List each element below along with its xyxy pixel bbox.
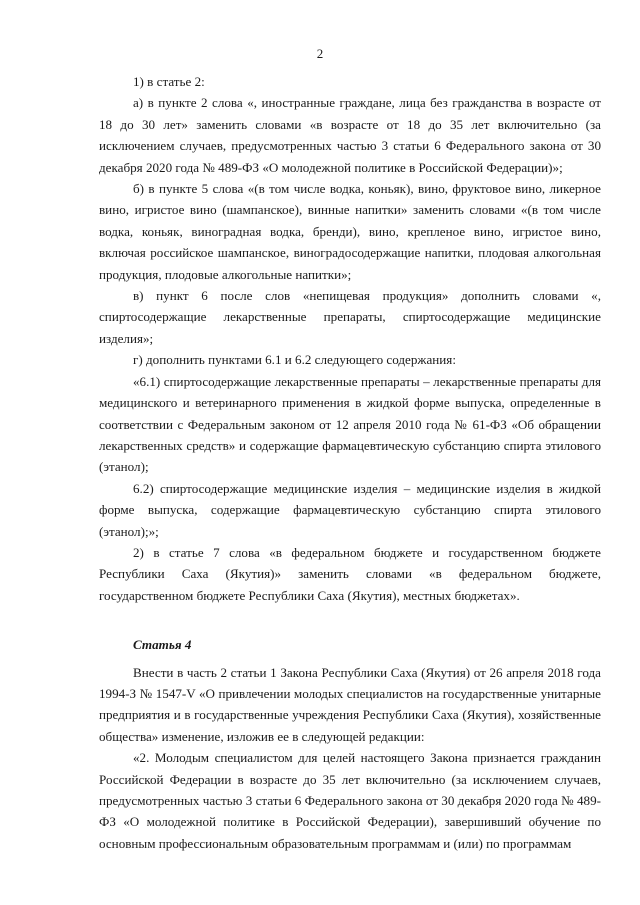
- page-number: 2: [316, 46, 324, 61]
- paragraph: 2) в статье 7 слова «в федеральном бюджете и государственном бюджете Республики Саха (Якутия)» заменить словами «в федеральном бюджете, государственном бюджете Республики Саха (Якутия), местных бюджетах».: [99, 544, 601, 603]
- paragraph: 6.2) спиртосодержащие медицинские изделия – медицинские изделия в жидкой форме выпуска, содержащие фармацевтическую субстанцию спирта этилового (этанол);»;: [99, 480, 601, 539]
- paragraph: Внести в часть 2 статьи 1 Закона Республики Саха (Якутия) от 26 апреля 2018 года 1994-З № 1547-V «О привлечении молодых специалистов на государственные унитарные предприятия и в государственные учреждения Республики Саха (Якутия), хозяйственные общества» изменение, изложив ее в следующей редакции:: [99, 664, 601, 744]
- document-body: [99, 71, 601, 854]
- paragraph: «2. Молодым специалистом для целей настоящего Закона признается гражданин Российской Федерации в возрасте до 35 лет включительно (за исключением случаев, предусмотренных частью 3 статьи 6 Федерального закона от 30 декабря 2020 года № 489-ФЗ «О молодежной политике в Российской Федерации), завершивший обучение по основным профессиональным образовательным программам и (или) по программам: [99, 750, 601, 851]
- article-heading: Статья 4: [133, 637, 192, 653]
- paragraph: 1) в статье 2:: [133, 74, 205, 89]
- paragraph: «6.1) спиртосодержащие лекарственные препараты – лекарственные препараты для медицинского и ветеринарного применения в жидкой форме выпуска, определенные в соответствии с Федеральным законом от 12 апреля 2010 года № 61-ФЗ «Об обращении лекарственных средств» и содержащие фармацевтическую субстанцию спирта этилового (этанол);: [99, 373, 601, 475]
- paragraph: б) в пункте 5 слова «(в том числе водка, коньяк), вино, фруктовое вино, ликерное вино, игристое вино (шампанское), винные напитки» заменить словами «(в том числе водка, коньяк, виноградная водка, бренди), вино, крепленое вино, игристое вино, включая российское шампанское, виноградосодержащие напитки, плодовая алкогольная продукция, плодовые алкогольные напитки»;: [99, 181, 601, 282]
- paragraph: а) в пункте 2 слова «, иностранные граждане, лица без гражданства в возрасте от 18 до 30 лет» заменить словами «в возрасте от 18 до 35 лет включительно (за исключением случаев, предусмотренных частью 3 статьи 6 Федерального закона от 30 декабря 2020 года № 489-ФЗ «О молодежной политике в Российской Федерации)»;: [99, 95, 601, 175]
- paragraph: г) дополнить пунктами 6.1 и 6.2 следующего содержания:: [133, 352, 456, 368]
- paragraph: в) пункт 6 после слов «непищевая продукция» дополнить словами «, спиртосодержащие лекарственные препараты, спиртосодержащие медицинские изделия»;: [99, 288, 601, 346]
